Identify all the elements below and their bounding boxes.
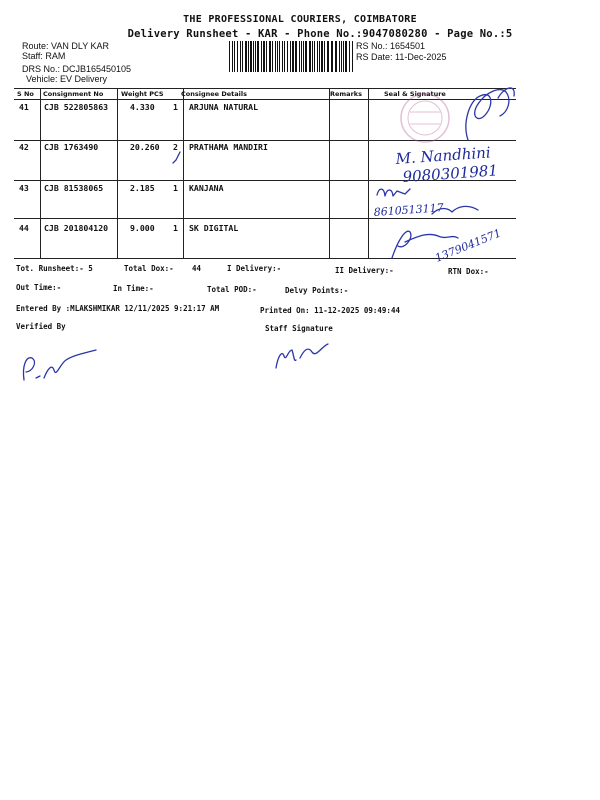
signature-row-41 (466, 88, 514, 140)
row-pcs: 1 (173, 102, 178, 112)
row-sno: 42 (19, 142, 29, 152)
header-weight-pcs: Weight PCS (121, 90, 164, 98)
row-consignment: CJB 201804120 (44, 223, 109, 233)
total-pod: Total POD:- (207, 285, 257, 294)
row-consignee: SK DIGITAL (189, 223, 239, 233)
row-sno: 43 (19, 183, 29, 193)
ii-delivery: II Delivery:- (335, 266, 394, 275)
tick-mark (173, 152, 180, 163)
total-dox-label: Total Dox:- (124, 264, 174, 273)
handwritten-phone-row-43: 8610513117 (373, 201, 445, 219)
verified-by-label: Verified By (16, 322, 66, 331)
route-label: Route: VAN DLY KAR (22, 41, 110, 51)
in-time: In Time:- (113, 284, 154, 293)
row-weight: 9.000 (130, 223, 155, 233)
row-consignment: CJB 1763490 (44, 142, 99, 152)
staff-signature (276, 344, 328, 368)
rtn-dox: RTN Dox:- (448, 267, 489, 276)
tot-runsheet: Tot. Runsheet:- 5 (16, 264, 93, 273)
rs-number: RS No.: 1654501 (356, 41, 426, 51)
drs-number: DRS No.: DCJB165450105 (22, 64, 132, 74)
verified-by-signature (23, 350, 96, 380)
row-pcs: 1 (173, 223, 178, 233)
company-title: THE PROFESSIONAL COURIERS, COIMBATORE (183, 14, 417, 25)
row-consignee: PRATHAMA MANDIRI (189, 142, 268, 152)
handwritten-phone-row-42: 9080301981 (402, 161, 499, 186)
row-consignee: ARJUNA NATURAL (189, 102, 259, 112)
printed-on: Printed On: 11-12-2025 09:49:44 (260, 306, 400, 315)
total-dox-value: 44 (192, 264, 202, 273)
header-consignee: Consignee Details (181, 90, 247, 98)
handwritten-phone-row-44: 1379041571 (433, 226, 504, 265)
header-consignment: Consignment No (43, 90, 104, 98)
runsheet-subtitle: Delivery Runsheet - KAR - Phone No.:9047080280 - Page No.:5 (127, 28, 513, 40)
row-weight: 20.260 (130, 142, 160, 152)
delvy-points: Delvy Points:- (285, 286, 349, 295)
header-seal-signature: Seal & Signature (384, 90, 446, 98)
vehicle-label: Vehicle: EV Delivery (26, 74, 108, 84)
company-seal-stamp (401, 94, 449, 142)
staff-label: Staff: RAM (22, 51, 66, 61)
header-remarks: Remarks (330, 90, 362, 98)
rs-date: RS Date: 11-Dec-2025 (356, 52, 447, 62)
row-pcs: 1 (173, 183, 178, 193)
header-sno: S No (17, 90, 34, 98)
row-weight: 2.185 (130, 183, 155, 193)
row-pcs: 2 (173, 142, 178, 152)
row-consignment: CJB 522805863 (44, 102, 109, 112)
row-weight: 4.330 (130, 102, 155, 112)
initials-row-43 (377, 189, 410, 196)
row-consignee: KANJANA (189, 183, 224, 193)
row-sno: 44 (19, 223, 29, 233)
out-time: Out Time:- (16, 283, 62, 292)
row-consignment: CJB 81538065 (44, 183, 104, 193)
i-delivery: I Delivery:- (227, 264, 282, 273)
handwritten-name-row-42: M. Nandhini (395, 143, 492, 168)
entered-by: Entered By :MLAKSHMIKAR 12/11/2025 9:21:17 AM (16, 304, 220, 313)
staff-signature-label: Staff Signature (265, 324, 333, 333)
row-sno: 41 (19, 102, 29, 112)
